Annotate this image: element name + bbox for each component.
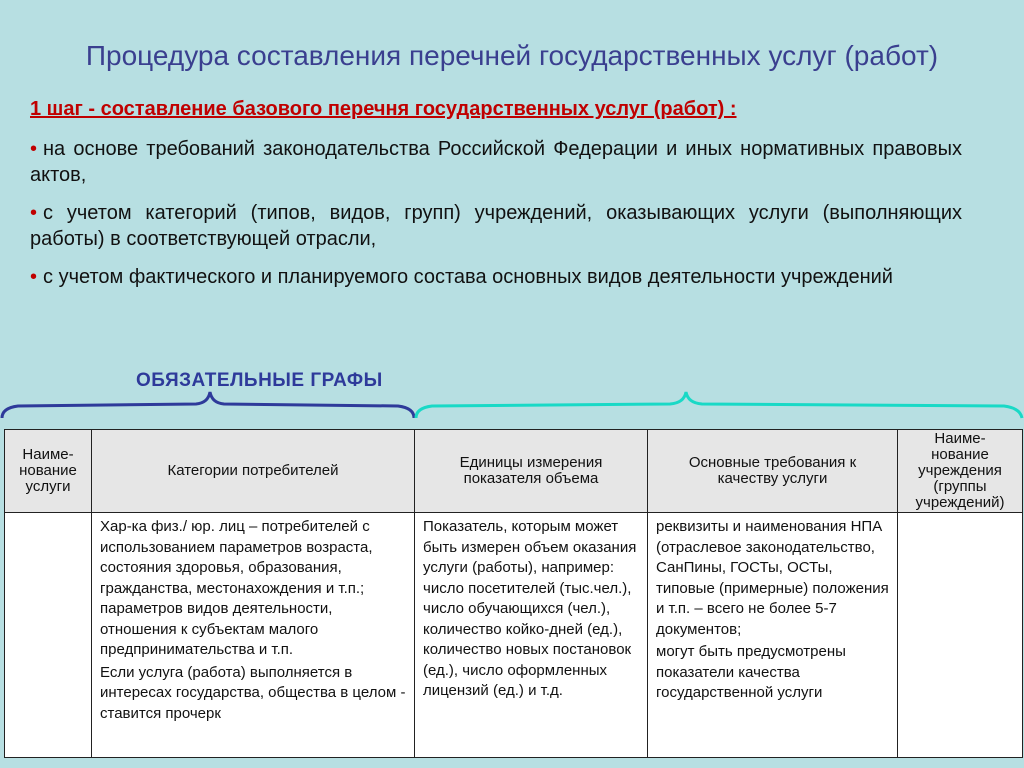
cell-service-name bbox=[5, 513, 92, 758]
right-brace bbox=[416, 392, 1022, 418]
step-heading: 1 шаг - составление базового перечня государственных услуг (работ) : bbox=[30, 98, 737, 120]
table-header-row bbox=[5, 430, 1023, 513]
mandatory-columns-label: ОБЯЗАТЕЛЬНЫЕ ГРАФЫ bbox=[136, 370, 383, 391]
left-brace bbox=[2, 392, 414, 418]
page-title: Процедура составления перечней государственных услуг (работ) bbox=[85, 40, 939, 71]
header-quality-requirements: Основные требования к качеству услуги bbox=[648, 430, 898, 513]
cell-paragraph: Хар-ка физ./ юр. лиц – потребителей с использованием параметров возраста, состояния здоровья, образования, гражданства, местонахождения и т.п.; параметров видов деятельности, отношения к субъектам малого предпринимательства и т.п. bbox=[100, 518, 373, 658]
table-row bbox=[5, 513, 1023, 758]
cell-paragraph: могут быть предусмотрены показатели качества государственной услуги bbox=[656, 643, 846, 701]
cell-paragraph: Если услуга (работа) выполняется в интересах государства, общества в целом - ставится прочерк bbox=[100, 663, 406, 722]
header-volume-units: Единицы измерения показателя объема bbox=[415, 430, 648, 513]
header-institution-name: Наиме- нование учреждения (группы учреждений) bbox=[898, 430, 1023, 513]
bullet-text: с учетом категорий (типов, видов, групп) учреждений, оказывающих услуги (выполняющих работы) в соответствующей отрасли, bbox=[30, 202, 962, 250]
bullet-item bbox=[30, 136, 962, 188]
bullet-list bbox=[30, 136, 962, 302]
bullet-dot-icon: • bbox=[30, 202, 38, 224]
cell-consumer-categories bbox=[92, 513, 415, 758]
bullet-text: с учетом фактического и планируемого состава основных видов деятельности учреждений bbox=[43, 266, 893, 288]
cell-paragraph: реквизиты и наименования НПА (отраслевое законодательство, СанПины, ГОСТы, ОСТы, типовые (примерные) положения и т.п. – всего не более 5-7 документов; bbox=[656, 518, 889, 638]
bullet-dot-icon: • bbox=[30, 138, 38, 160]
cell-paragraph: Показатель, которым может быть измерен объем оказания услуги (работы), например: число посетителей (тыс.чел.), число обучающихся (чел.), количество койко-дней (ед.), количество новых постановок (ед.), число оформленных лицензий (ед.) и т.д. bbox=[423, 518, 637, 699]
header-consumer-categories: Категории потребителей bbox=[92, 430, 415, 513]
column-braces bbox=[0, 388, 1024, 424]
cell-volume-units bbox=[415, 513, 648, 758]
bullet-item bbox=[30, 200, 962, 252]
bullet-dot-icon: • bbox=[30, 266, 38, 288]
bullet-text: на основе требований законодательства Российской Федерации и иных нормативных правовых актов, bbox=[30, 138, 962, 186]
bullet-item bbox=[30, 264, 962, 290]
cell-institution-name bbox=[898, 513, 1023, 758]
header-service-name: Наиме- нование услуги bbox=[5, 430, 92, 513]
cell-quality-requirements bbox=[648, 513, 898, 758]
services-table bbox=[4, 429, 1023, 758]
